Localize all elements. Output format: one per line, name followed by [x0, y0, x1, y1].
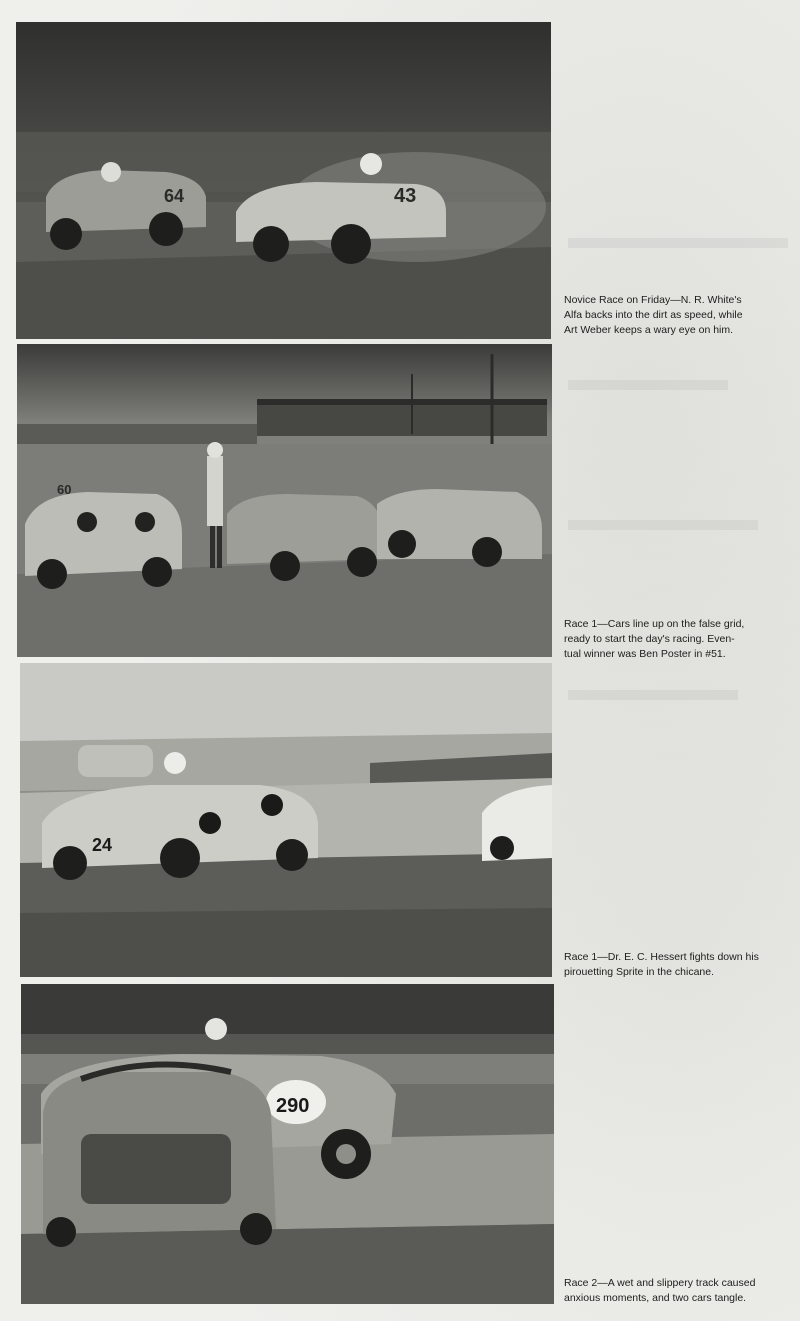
car-number-left: 64 — [164, 186, 185, 206]
caption-false-grid: Race 1—Cars line up on the false grid, ready to start the day's racing. Even- tual winner was Ben Poster in #51. — [564, 618, 745, 660]
car-number-sprite: 24 — [92, 835, 113, 855]
photo-chicane-sprite — [20, 663, 552, 977]
photo-wet-track — [21, 984, 554, 1304]
bleed-through-text — [568, 690, 738, 700]
car-number-right: 43 — [394, 185, 417, 207]
car-number-290: 290 — [276, 1095, 310, 1117]
bleed-through-text — [568, 238, 788, 248]
car-number-grid: 60 — [57, 482, 72, 497]
caption-chicane-sprite: Race 1—Dr. E. C. Hessert fights down his pirouetting Sprite in the chicane. — [564, 951, 759, 978]
bleed-through-text — [568, 380, 728, 390]
bleed-through-text — [568, 520, 758, 530]
photo-false-grid — [17, 344, 552, 657]
caption-wet-track: Race 2—A wet and slippery track caused anxious moments, and two cars tangle. — [564, 1277, 756, 1304]
photo-novice-race — [16, 22, 551, 339]
caption-novice-race: Novice Race on Friday—N. R. White's Alfa backs into the dirt as speed, while Art Weber keeps a wary eye on him. — [564, 294, 743, 336]
